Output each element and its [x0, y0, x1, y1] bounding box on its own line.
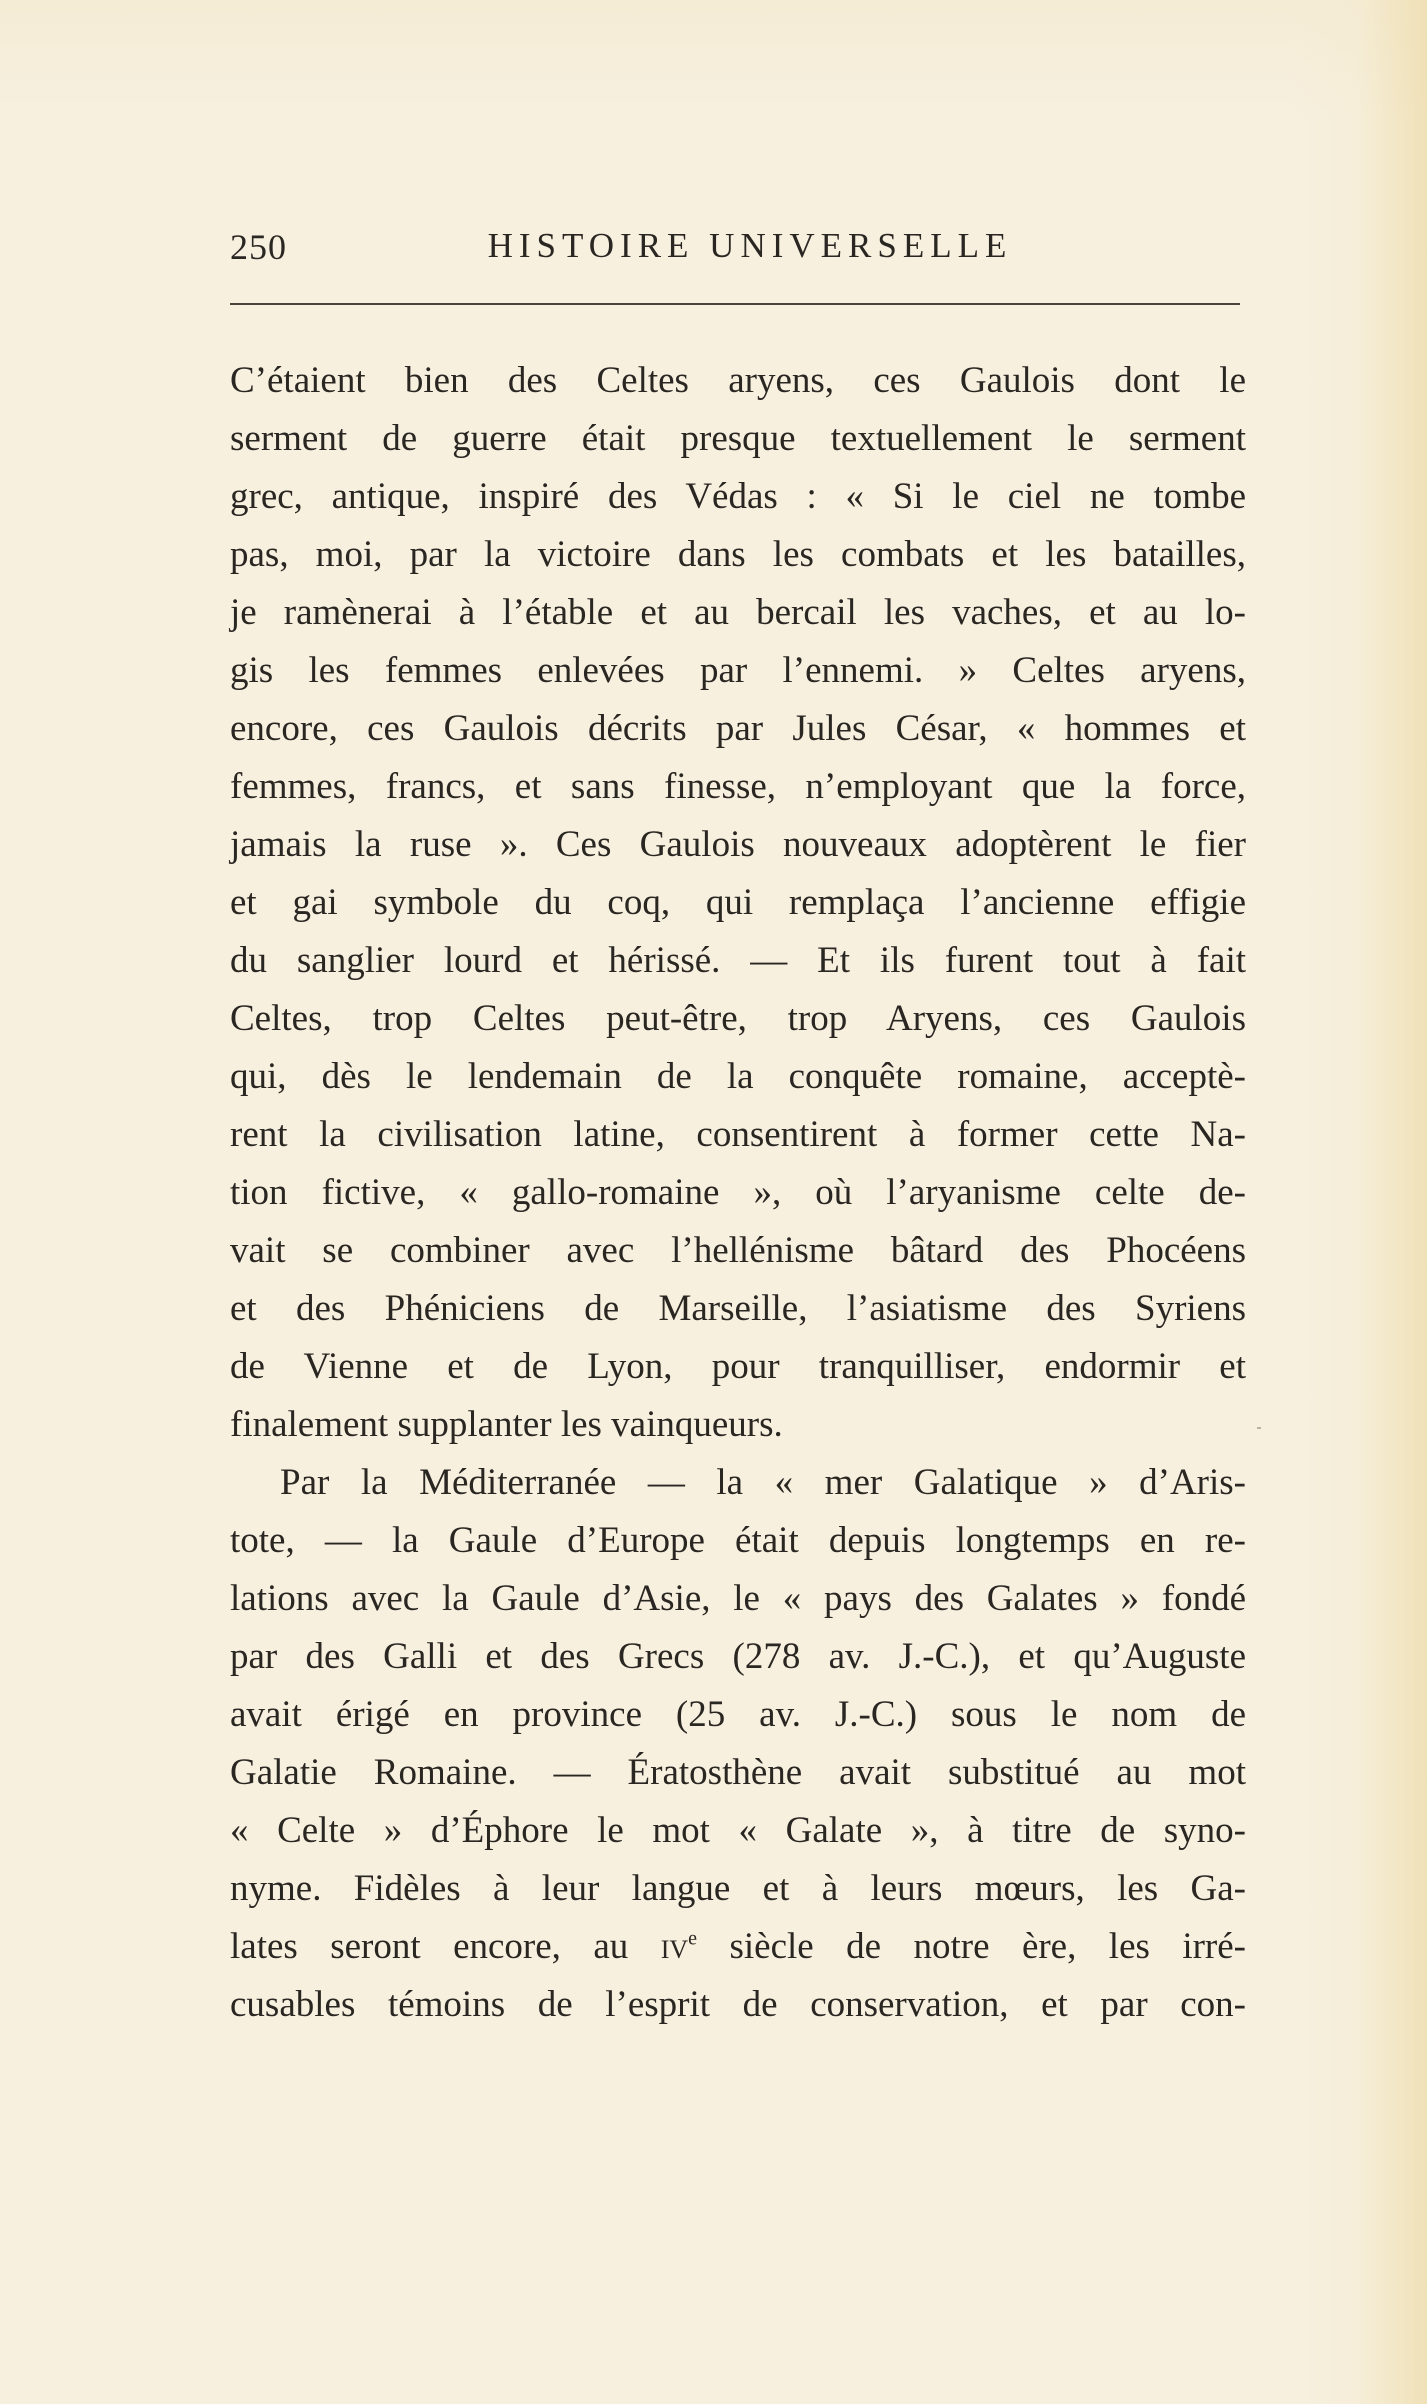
text-line: lations avec la Gaule d’Asie, le « pays des Galates » fondé: [230, 1578, 1246, 1619]
text-line: de Vienne et de Lyon, pour tranquilliser, endormir et: [230, 1346, 1246, 1387]
text-line: jamais la ruse ». Ces Gaulois nouveaux adoptèrent le fier: [230, 824, 1246, 865]
text-line: et gai symbole du coq, qui remplaça l’ancienne effigie: [230, 882, 1246, 923]
text-line: Celtes, trop Celtes peut-être, trop Aryens, ces Gaulois: [230, 998, 1246, 1039]
paper-speck: [1257, 1427, 1261, 1429]
running-title: HISTOIRE UNIVERSELLE: [487, 226, 1013, 265]
page-number: 250: [230, 227, 287, 267]
text-line: Galatie Romaine. — Ératosthène avait substitué au mot: [230, 1752, 1246, 1793]
text-line: je ramènerai à l’étable et au bercail les vaches, et au lo-: [230, 592, 1246, 633]
text-line: qui, dès le lendemain de la conquête romaine, acceptè-: [230, 1056, 1246, 1097]
text-line: cusables témoins de l’esprit de conservation, et par con-: [230, 1984, 1246, 2025]
line-end: siècle de notre ère, les irré-: [697, 1926, 1246, 1967]
century-suffix: e: [688, 1927, 698, 1950]
text-line: finalement supplanter les vainqueurs.: [230, 1404, 783, 1445]
text-line: pas, moi, par la victoire dans les combats et les batailles,: [230, 534, 1246, 575]
body-text: [230, 352, 1246, 2034]
header-rule: [230, 303, 1240, 305]
text-line: gis les femmes enlevées par l’ennemi. » Celtes aryens,: [230, 650, 1246, 691]
text-line: du sanglier lourd et hérissé. — Et ils furent tout à fait: [230, 940, 1246, 981]
line-start: lates seront encore, au: [230, 1926, 629, 1967]
text-line: encore, ces Gaulois décrits par Jules César, « hommes et: [230, 708, 1246, 749]
text-line: grec, antique, inspiré des Védas : « Si le ciel ne tombe: [230, 476, 1246, 517]
text-line: tote, — la Gaule d’Europe était depuis longtemps en re-: [230, 1520, 1246, 1561]
text-line: tion fictive, « gallo-romaine », où l’aryanisme celte de-: [230, 1172, 1246, 1213]
text-line: C’étaient bien des Celtes aryens, ces Gaulois dont le: [230, 360, 1246, 401]
text-line: « Celte » d’Éphore le mot « Galate », à titre de syno-: [230, 1810, 1246, 1851]
text-line: avait érigé en province (25 av. J.-C.) sous le nom de: [230, 1694, 1246, 1735]
text-line: vait se combiner avec l’hellénisme bâtard des Phocéens: [230, 1230, 1246, 1271]
text-line: rent la civilisation latine, consentirent à former cette Na-: [230, 1114, 1246, 1155]
text-line: par des Galli et des Grecs (278 av. J.-C.), et qu’Auguste: [230, 1636, 1246, 1677]
century-numeral: iv: [660, 1926, 689, 1967]
text-line: nyme. Fidèles à leur langue et à leurs mœurs, les Ga-: [230, 1868, 1246, 1909]
text-line: Par la Méditerranée — la « mer Galatique » d’Aris-: [280, 1462, 1246, 1503]
text-line-with-century: [230, 1918, 1246, 1976]
text-line: femmes, francs, et sans finesse, n’employant que la force,: [230, 766, 1246, 807]
text-line: serment de guerre était presque textuellement le serment: [230, 418, 1246, 459]
running-header: [230, 226, 1240, 276]
text-line: et des Phéniciens de Marseille, l’asiatisme des Syriens: [230, 1288, 1246, 1329]
